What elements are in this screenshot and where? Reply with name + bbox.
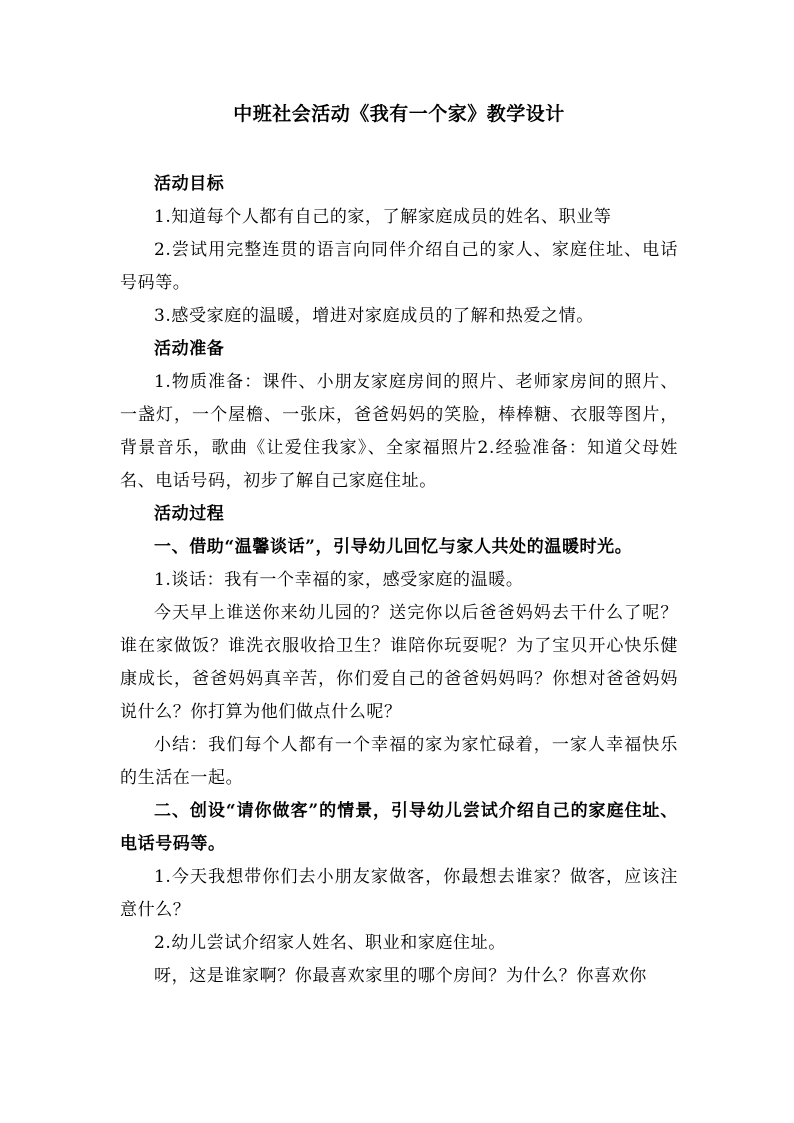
section-heading-preparation: 活动准备 (154, 339, 225, 359)
paragraph: 1.知道每个人都有自己的家，了解家庭成员的姓名、职业等 (154, 207, 612, 227)
paragraph: 今天早上谁送你来幼儿园的？送完你以后爸爸妈妈去干什么了呢？谁在家做饭？谁洗衣服收拾卫生？谁陪你玩耍呢？为了宝贝开心快乐健康成长，爸爸妈妈真辛苦，你们爱自己的爸爸妈妈吗？你想对爸爸妈妈说什么？你打算为他们做点什么呢？ (120, 603, 678, 722)
paragraph: 2.尝试用完整连贯的语言向同伴介绍自己的家人、家庭住址、电话号码等。 (120, 240, 678, 293)
document-page (120, 100, 678, 993)
paragraph: 1.今天我想带你们去小朋友家做客，你最想去谁家？做客，应该注意什么？ (120, 867, 678, 920)
paragraph: 3.感受家庭的温暖，增进对家庭成员的了解和热爱之情。 (154, 306, 594, 326)
paragraph: 1.物质准备：课件、小朋友家庭房间的照片、老师家房间的照片、一盏灯，一个屋檐、一张床，爸爸妈妈的笑脸，棒棒糖、衣服等图片，背景音乐，歌曲《让爱住我家》、全家福照片2.经验准备：知道父母姓名、电话号码，初步了解自己家庭住址。 (120, 372, 678, 491)
section-heading-process: 活动过程 (154, 504, 225, 524)
document-title: 中班社会活动《我有一个家》教学设计 (233, 103, 565, 125)
subsection-heading-1: 一、借助“温馨谈话”，引导幼儿回忆与家人共处的温暖时光。 (154, 537, 633, 557)
paragraph: 1.谈话：我有一个幸福的家，感受家庭的温暖。 (154, 570, 524, 590)
section-heading-goals: 活动目标 (154, 174, 225, 194)
paragraph: 小结：我们每个人都有一个幸福的家为家忙碌着，一家人幸福快乐的生活在一起。 (120, 735, 678, 788)
paragraph: 2.幼儿尝试介绍家人姓名、职业和家庭住址。 (154, 933, 506, 953)
paragraph: 呀，这是谁家啊？你最喜欢家里的哪个房间？为什么？你喜欢你 (154, 966, 647, 986)
subsection-heading-2: 二、创设“请你做客”的情景，引导幼儿尝试介绍自己的家庭住址、电话号码等。 (120, 801, 678, 854)
